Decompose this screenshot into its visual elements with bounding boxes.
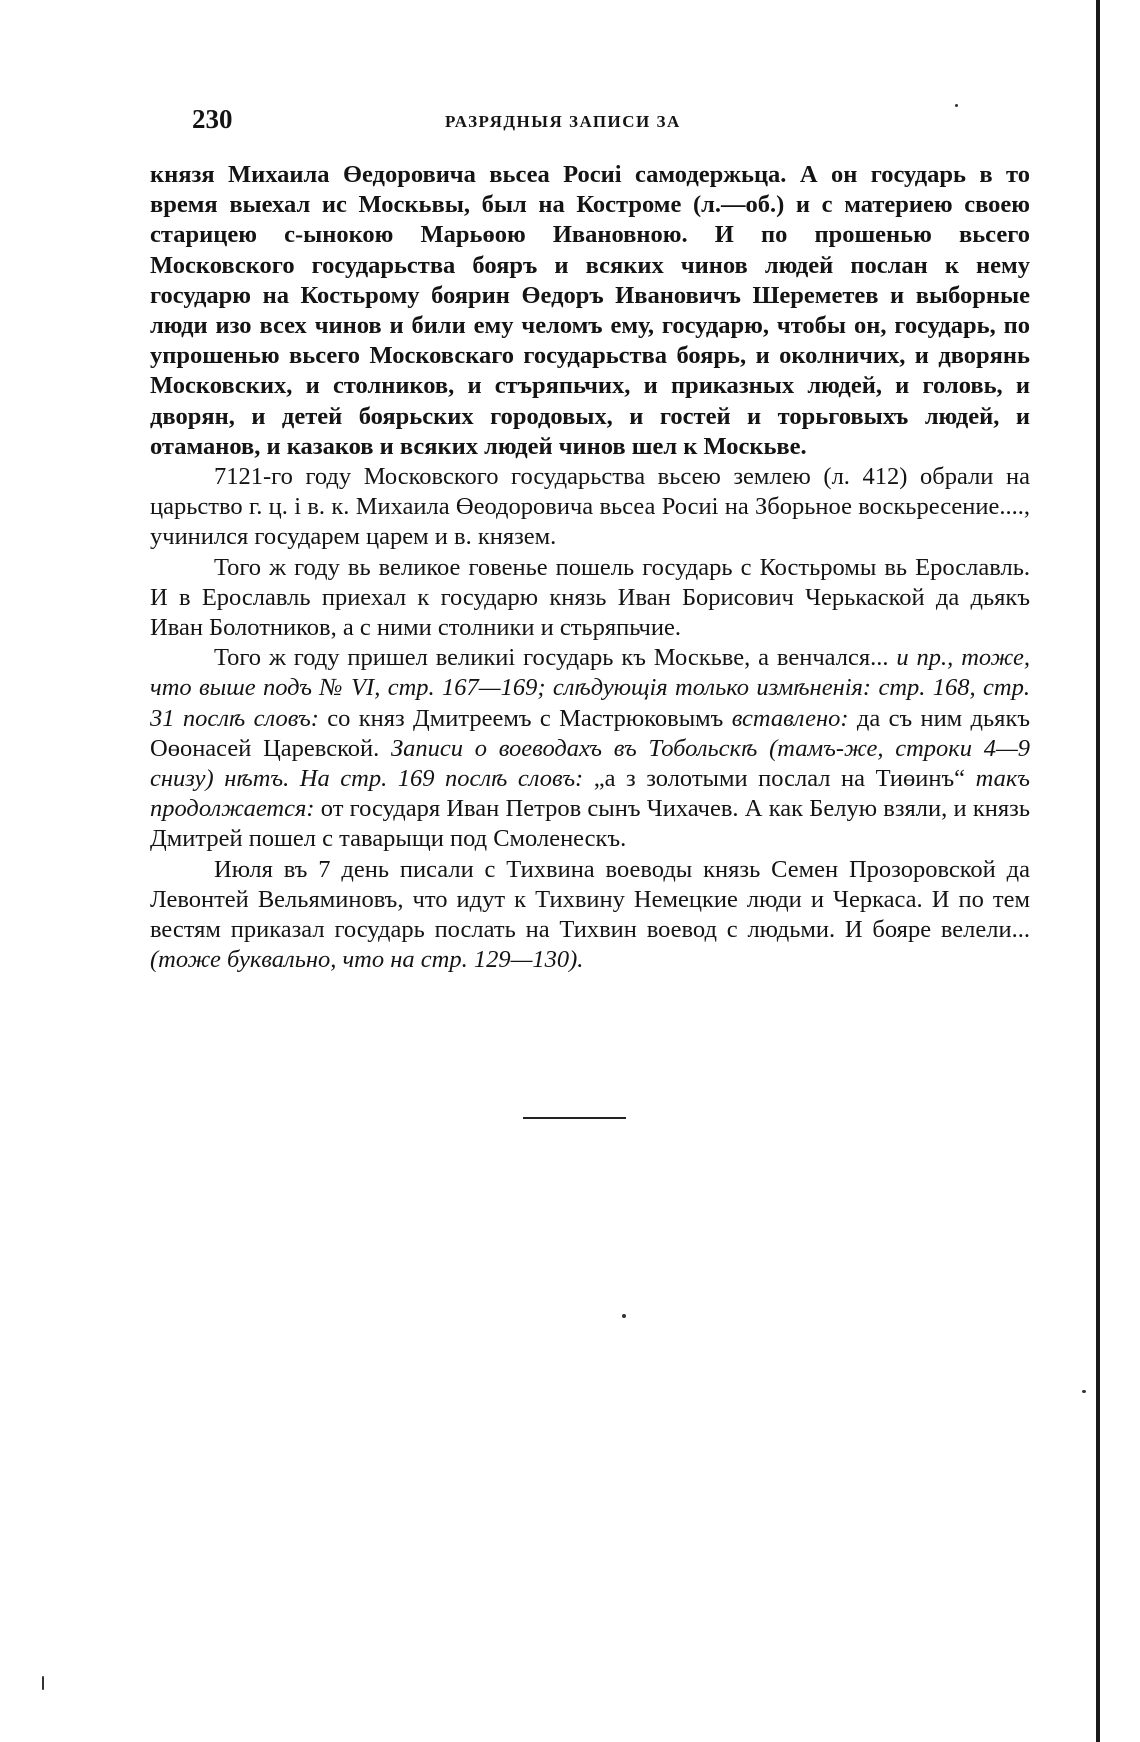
print-speck (955, 104, 958, 107)
paragraph-4-italic-2: вставлено: (731, 704, 849, 732)
paragraph-5-text-1: Июля въ 7 день писали с Тихвина воеводы князь Семен Прозоровской да Левонтей Вельяминовъ, что идут к Тихвину Немецкие люди и Черкаса. И по тем вестям приказал государь послать на Тихвин воевод с людьми. И бояре велели... (150, 855, 1030, 944)
paragraph-3: Того ж году вь великое говенье пошель государь с Костьромы вь Ерославль. И в Ерославль приехал к государю князь Иван Борисович Черькаской да дьякъ Иван Болотников, а с ними столники и стьряпьчие. (150, 553, 1030, 642)
page-header (150, 104, 1030, 144)
paragraph-4-italic-1: и пр., тоже, что выше подъ № VI, стр. 167—169; слѣдующія только измѣненія: стр. 168, стр. 31 послѣ словъ: (150, 644, 1030, 732)
print-speck (1082, 1390, 1086, 1393)
print-speck (42, 1676, 44, 1690)
paragraph-4 (150, 643, 1030, 854)
paragraph-5 (150, 855, 1030, 976)
paragraph-2: 7121-го году Московского государьства вьсею землею (л. 412) обрали на царьство г. ц. і в. к. Михаила Өеодоровича вьсеа Росиі на Зборьное воскьресение...., учинился государем царем и в. князем. (150, 463, 1030, 551)
running-title: РАЗРЯДНЫЯ ЗАПИСИ ЗА (445, 112, 681, 131)
paragraph-4-text-4: „а з золотыми послал на Тиөинъ“ (593, 765, 966, 793)
paragraph-4-text-1: Того ж году пришел великиі государь къ Москьве, а венчался... (214, 644, 889, 672)
page-binding-edge (1096, 0, 1100, 1742)
paragraph-4-italic-4: такъ продолжается: (150, 765, 1031, 823)
paragraph-4-text-3: да съ ним дьякъ Оөонасей Царевской. (150, 704, 1031, 762)
paragraph-1: князя Михаила Өедоровича вьсеа Росиі самодержьца. А он государь в то время выехал ис Москьвы, был на Костроме (л.—об.) и с материею своею старицею с-ынокою Марьөою Ивановною. И по прошенью вьсего Московского государьства бояръ и всяких чинов людей послан к нему государю на Костьрому боярин Өедоръ Ивановичъ Шереметев и выборные люди изо всех чинов и били ему челомъ ему, государю, чтобы он, государь, по упрошенью вьсего Московскаго государьства боярь, и околничих, и дворянь Московских, и столников, и стъряпьчих, и приказных людей, и головь, и дворян, и детей боярьских городовых, и гостей и торьговыхъ людей, и отаманов, и казаков и всяких людей чинов шел к Москьве. (150, 161, 1030, 460)
paragraph-4-italic-3: Записи о воеводахъ въ Тобольскѣ (тамъ-же, строки 4—9 снизу) нѣтъ. На стр. 169 послѣ словъ: (150, 734, 1030, 793)
page-number: 230 (192, 104, 233, 134)
paragraph-5-italic-1: (тоже буквально, что на стр. 129—130). (150, 946, 584, 974)
body-text (150, 160, 1030, 975)
section-end-rule (523, 1117, 626, 1119)
print-speck (622, 1314, 626, 1318)
paragraph-4-text-5: от государя Иван Петров сынъ Чихачев. А как Белую взяли, и князь Дмитрей пошел с таварыщи под Смоленескъ. (150, 795, 1031, 853)
paragraph-4-text-2: со княз Дмитреемъ с Мастрюковымъ (327, 704, 724, 732)
